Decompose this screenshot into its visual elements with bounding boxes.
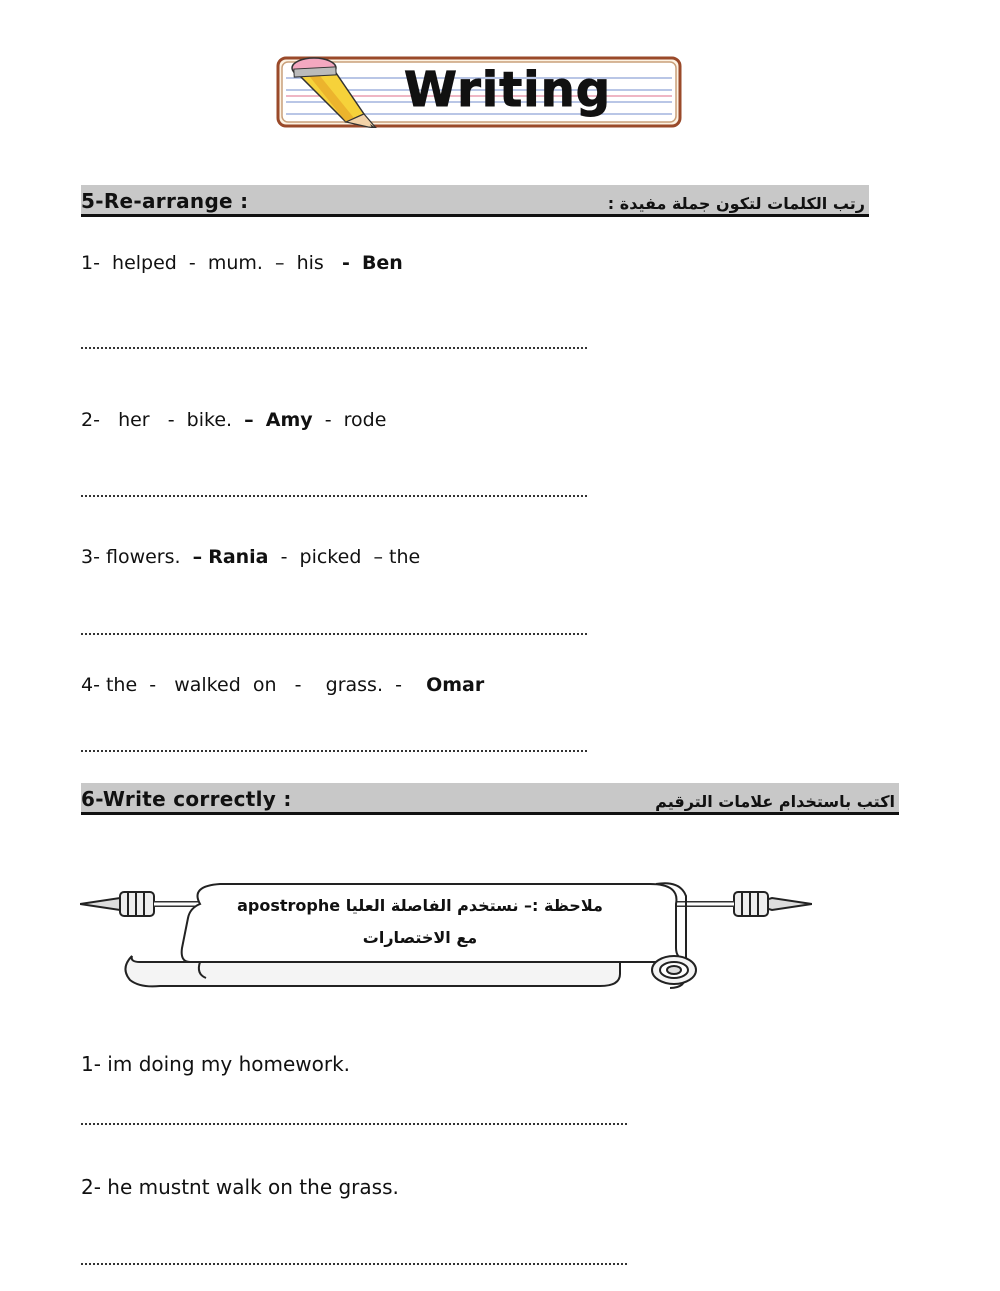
section-5-header [81,185,869,217]
note-line-1: ملاحظة :– نستخدم الفاصلة العليا apostrophe [237,896,603,915]
answer-line-3[interactable] [81,631,587,635]
rearrange-item-1: 1- helped - mum. – his - Ben [81,252,403,274]
answer-line-5[interactable] [81,1121,627,1125]
write-item-2: 2- he mustnt walk on the grass. [81,1175,399,1199]
answer-line-6[interactable] [81,1261,627,1265]
section-6-arabic-title: اكتب باستخدام علامات الترقيم [655,792,895,811]
rearrange-item-4: 4- the - walked on - grass. - Omar [81,674,485,696]
answer-line-4[interactable] [81,748,587,752]
section-5-title: 5-Re-arrange : [81,189,249,213]
note-line-2: مع الاختصارات [362,928,478,947]
rearrange-item-3: 3- flowers. – Rania - picked – the [81,546,421,568]
write-item-1: 1- im doing my homework. [81,1052,351,1076]
answer-line-2[interactable] [81,493,587,497]
section-5-arabic-title: رتب الكلمات لتكون جملة مفيدة : [607,194,865,213]
section-6-title: 6-Write correctly : [81,787,292,811]
rearrange-item-2: 2- her - bike. – Amy - rode [81,409,387,431]
section-6-header [81,783,899,815]
banner-title: Writing [404,62,612,118]
answer-line-1[interactable] [81,345,587,349]
writing-banner [276,56,682,128]
note-scroll [80,878,812,993]
